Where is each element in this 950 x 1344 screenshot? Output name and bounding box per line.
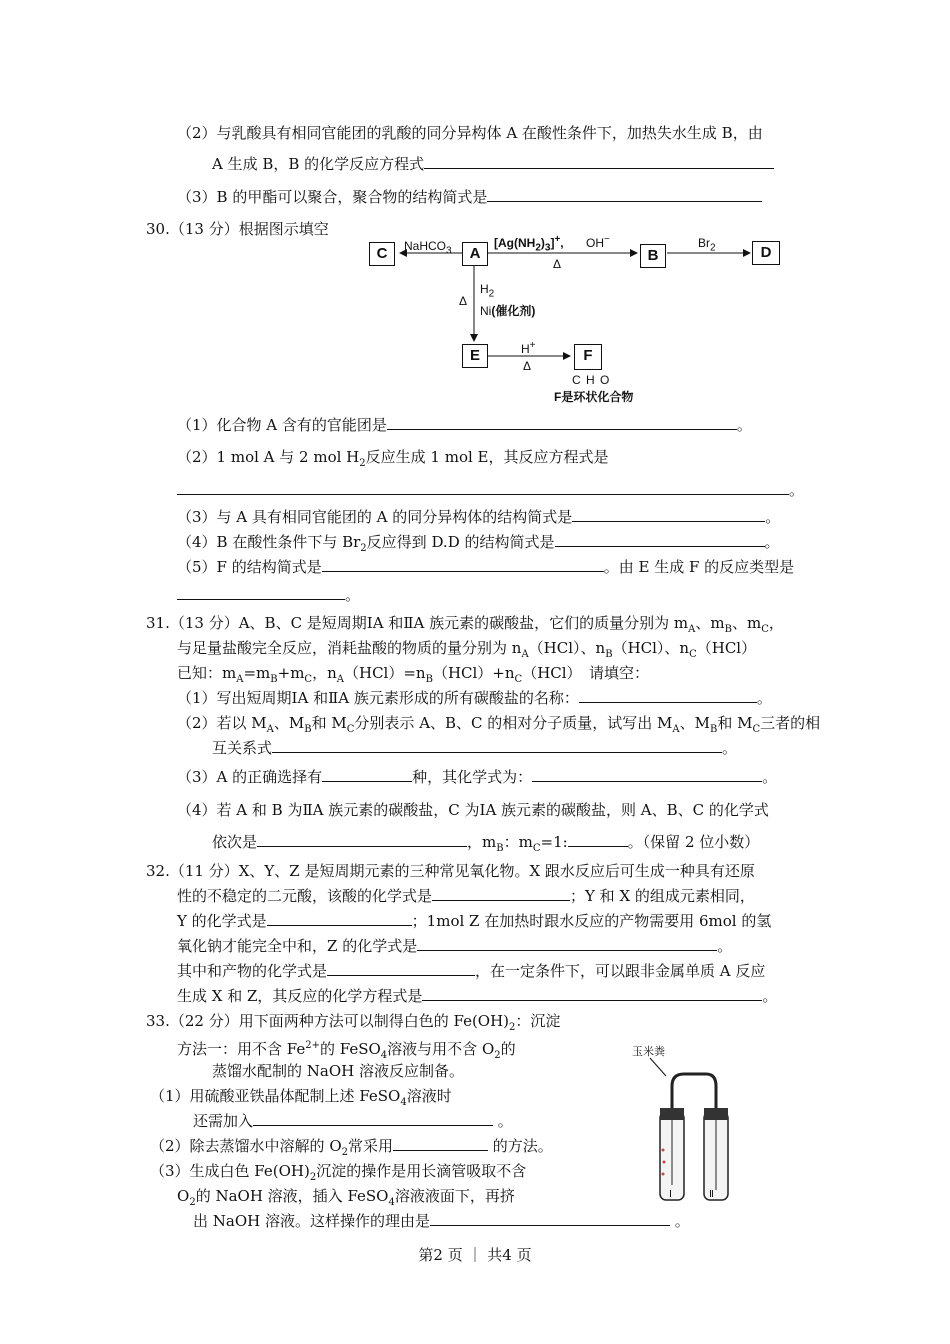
reagent-hydrogen: $H_2$ <box>480 282 495 300</box>
q31-part1: （1）写出短周期ⅠA 和ⅡA 族元素形成的所有碳酸盐的名称： 。 <box>177 689 772 707</box>
q32-line5: 其中和产物的化学式是 ，在一定条件下，可以跟非金属单质 A 反应 <box>177 962 766 980</box>
q31-part4-line2: 依次是 ，$m_B$：$m_C=1$: 。（保留 2 位小数） <box>212 833 760 854</box>
reagent-nickel-catalyst: Ni(催化剂) <box>480 304 536 318</box>
q32-line3: Y 的化学式是 ；1mol Z 在加热时跟水反应的产物需要用 6mol 的氢 <box>177 912 772 930</box>
q29-part2-line1: （2）与乳酸具有相同官能团的乳酸的同分异构体 A 在酸性条件下，加热失水生成 B，由 <box>177 124 763 142</box>
stopper-1 <box>660 1108 684 1120</box>
q29-part3: （3）B 的甲酯可以聚合，聚合物的结构简式是 <box>177 187 762 207</box>
q31-line1: 31.（13 分）A、B、C 是短周期ⅠA 和ⅡA 族元素的碳酸盐，它们的质量分别为 $m_A$、$m_B$、$m_C$， <box>146 614 784 635</box>
answer-blank[interactable] <box>177 480 789 495</box>
answer-blank[interactable] <box>555 532 765 547</box>
q31-part4-line1: （4）若 A 和 B 为ⅡA 族元素的碳酸盐，C 为ⅠA 族元素的碳酸盐，则 A、B、C 的化学式 <box>177 801 769 819</box>
apparatus-drawing <box>620 1050 750 1210</box>
q31-part2-line2: 互关系式 。 <box>212 739 738 757</box>
compound-f-formula: C H O <box>572 373 611 387</box>
q31-part2: （2）若以 $M_A$、$M_B$和 $M_C$分别表示 A、B、C 的相对分子质量，试写出 $M_A$、$M_B$和 $M_C$三者的相 <box>177 714 821 735</box>
q32-line2: 性的不稳定的二元酸，该酸的化学式是 ；Y 和 X 的组成元素相同， <box>177 887 755 905</box>
heat-symbol-a-b: Δ <box>553 257 562 271</box>
answer-blank[interactable] <box>422 986 762 1001</box>
q33-line1: 33.（22 分）用下面两种方法可以制得白色的 $Fe(OH)_2$：沉淀 <box>146 1012 561 1033</box>
answer-blank[interactable] <box>430 1211 670 1226</box>
answer-blank[interactable] <box>572 507 765 522</box>
reagent-tollens: $[Ag(NH_2)_3]^+$, <box>494 234 564 254</box>
q29-part2-line2: A 生成 B，B 的化学反应方程式 <box>212 154 774 174</box>
apparatus-label: 玉米粪 <box>632 1046 665 1058</box>
answer-blank[interactable] <box>322 767 412 782</box>
q32-line1: 32.（11 分）X、Y、Z 是短周期元素的三种常见氧化物。X 跟水反应后可生成一种具有还原 <box>146 862 755 880</box>
answer-blank[interactable] <box>387 415 737 430</box>
q33-method1-line2: 蒸馏水配制的 NaOH 溶液反应制备。 <box>212 1062 464 1080</box>
heat-symbol-e-f: Δ <box>523 359 532 373</box>
answer-blank[interactable] <box>253 1111 493 1126</box>
q30-part4: （4）B 在酸性条件下与 $Br_2$反应得到 D.D 的结构简式是 。 <box>177 533 780 554</box>
q30-part2-answer: 。 <box>177 480 804 500</box>
heat-symbol-a-e: Δ <box>459 294 468 308</box>
compound-b-box: B <box>640 244 666 268</box>
q31-part3: （3）A 的正确选择有 种，其化学式为： 。 <box>177 768 778 786</box>
answer-blank[interactable] <box>532 767 762 782</box>
reagent-acid: H+ <box>521 340 536 356</box>
compound-a-box: A <box>462 242 488 266</box>
q31-given: 已知：$m_A=m_B+m_C$，$n_A(HCl)=n_B(HCl)+n_C(HCl)$ 请填空： <box>177 664 650 685</box>
q32-line4: 氧化钠才能完全中和，Z 的化学式是 。 <box>177 937 733 955</box>
page-footer: 第2 页 ｜ 共4 页 <box>418 1246 532 1264</box>
q33-part1-line2: 还需加入 。 <box>193 1112 513 1130</box>
answer-blank[interactable] <box>267 911 412 926</box>
q31-line2: 与足量盐酸完全反应，消耗盐酸的物质的量分别为 $n_A(HCl)$、$n_B(HCl)$、$n_C(HCl)$ <box>177 639 757 660</box>
q33-part3-line2: $O_2$的 NaOH 溶液，插入 FeSO$_4$溶液液面下，再挤 <box>177 1187 515 1208</box>
answer-blank[interactable] <box>272 738 722 753</box>
reagent-hydroxide: OH− <box>586 234 610 250</box>
q30-part2: （2）1 mol A 与 2 mol $H_2$反应生成 1 mol E，其反应方程式是 <box>177 448 609 469</box>
reagent-bromine: $Br_2$ <box>698 236 716 254</box>
answer-blank[interactable] <box>568 832 628 847</box>
q30-part5-line2: 。 <box>177 585 360 605</box>
stopper-2 <box>704 1108 728 1120</box>
answer-blank[interactable] <box>322 557 604 572</box>
answer-blank[interactable] <box>432 886 570 901</box>
q33-part2: （2）除去蒸馏水中溶解的 $O_2$常采用 的方法。 <box>150 1137 553 1158</box>
tube-2-label: Ⅱ <box>709 1189 714 1200</box>
compound-f-note: F是环状化合物 <box>554 390 634 404</box>
compound-d-box: D <box>752 241 780 265</box>
q33-part3: （3）生成白色 $Fe(OH)_2$沉淀的操作是用长滴管吸取不含 <box>150 1162 527 1183</box>
compound-c-box: C <box>369 242 395 266</box>
q33-method1: 方法一：用不含 $Fe^{2+}$的 FeSO$_4$溶液与用不含 $O_2$的 <box>177 1040 516 1061</box>
answer-blank[interactable] <box>327 961 475 976</box>
q30-part1: （1）化合物 A 含有的官能团是 。 <box>177 416 752 434</box>
reagent-nahco3: NaHCO$_3$ <box>404 239 452 257</box>
answer-blank[interactable] <box>417 936 717 951</box>
answer-blank[interactable] <box>177 585 345 600</box>
compound-f-box: F <box>574 344 602 370</box>
tube-1-label: Ⅰ <box>669 1189 672 1200</box>
compound-e-box: E <box>462 344 488 368</box>
q33-part1: （1）用硫酸亚铁晶体配制上述 FeSO$_4$溶液时 <box>150 1087 452 1108</box>
q30-part5: （5）F 的结构简式是 。由 E 生成 F 的反应类型是 <box>177 558 795 576</box>
q30-header: 30.（13 分）根据图示填空 <box>146 220 329 238</box>
answer-blank[interactable] <box>257 832 467 847</box>
q33-part3-line3: 出 NaOH 溶液。这样操作的理由是 。 <box>193 1212 690 1230</box>
q32-line6: 生成 X 和 Z，其反应的化学方程式是 。 <box>177 987 778 1005</box>
q30-part3: （3）与 A 具有相同官能团的 A 的同分异构体的结构简式是 。 <box>177 508 781 526</box>
answer-blank[interactable] <box>393 1136 488 1151</box>
answer-blank[interactable] <box>579 688 757 703</box>
